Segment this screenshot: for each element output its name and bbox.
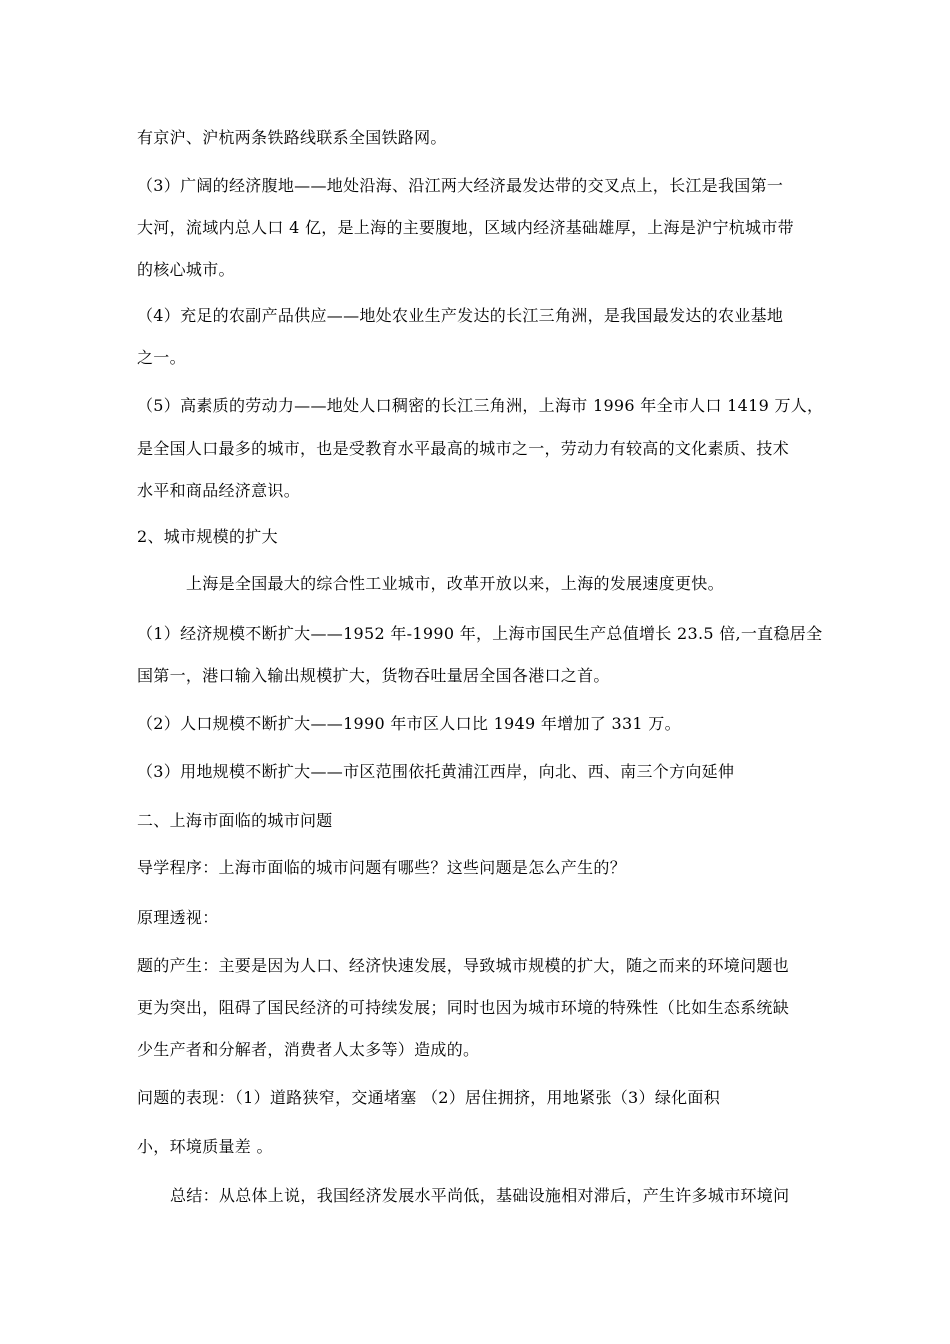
- text-line-19: 题的产生：主要是因为人口、经济快速发展，导致城市规模的扩大，随之而来的环境问题也: [137, 956, 790, 975]
- section-heading-city-scale: 2、城市规模的扩大: [137, 527, 278, 546]
- text-line-22: 问题的表现：（1）道路狭窄，交通堵塞 （2）居住拥挤，用地紧张（3）绿化面积: [137, 1088, 721, 1107]
- text-line-7: （5）高素质的劳动力——地处人口稠密的长江三角洲，上海市 1996 年全市人口 1419 万人，: [137, 396, 824, 415]
- text-line-15: （3）用地规模不断扩大——市区范围依托黄浦江西岸，向北、西、南三个方向延伸: [137, 762, 735, 781]
- text-line-11: 上海是全国最大的综合性工业城市，改革开放以来，上海的发展速度更快。: [186, 574, 724, 593]
- text-line-18: 原理透视：: [137, 908, 219, 927]
- text-line-17: 导学程序：上海市面临的城市问题有哪些？这些问题是怎么产生的？: [137, 858, 627, 877]
- text-line-9: 水平和商品经济意识。: [137, 481, 301, 500]
- text-line-12: （1）经济规模不断扩大——1952 年-1990 年，上海市国民生产总值增长 23.5 倍,一直稳居全: [137, 624, 823, 643]
- text-line-2: （3）广阔的经济腹地——地处沿海、沿江两大经济最发达带的交叉点上，长江是我国第一: [137, 176, 784, 195]
- text-line-3: 大河，流域内总人口 4 亿，是上海的主要腹地，区域内经济基础雄厚，上海是沪宁杭城市带: [137, 218, 794, 237]
- text-line-5: （4）充足的农副产品供应——地处农业生产发达的长江三角洲，是我国最发达的农业基地: [137, 306, 784, 325]
- text-line-23: 小，环境质量差 。: [137, 1137, 273, 1156]
- text-line-20: 更为突出，阻碍了国民经济的可持续发展；同时也因为城市环境的特殊性（比如生态系统缺: [137, 998, 790, 1017]
- text-line-14: （2）人口规模不断扩大——1990 年市区人口比 1949 年增加了 331 万。: [137, 714, 681, 733]
- text-line-8: 是全国人口最多的城市，也是受教育水平最高的城市之一，劳动力有较高的文化素质、技术: [137, 439, 790, 458]
- text-line-21: 少生产者和分解者，消费者人太多等）造成的。: [137, 1040, 480, 1059]
- text-line-24: 总结：从总体上说，我国经济发展水平尚低，基础设施相对滞后，产生许多城市环境问: [170, 1186, 790, 1205]
- text-line-13: 国第一，港口输入输出规模扩大，货物吞吐量居全国各港口之首。: [137, 666, 610, 685]
- text-line-1: 有京沪、沪杭两条铁路线联系全国铁路网。: [137, 128, 447, 147]
- section-heading-city-problems: 二、上海市面临的城市问题: [137, 811, 333, 830]
- text-line-6: 之一。: [137, 348, 186, 367]
- text-line-4: 的核心城市。: [137, 260, 235, 279]
